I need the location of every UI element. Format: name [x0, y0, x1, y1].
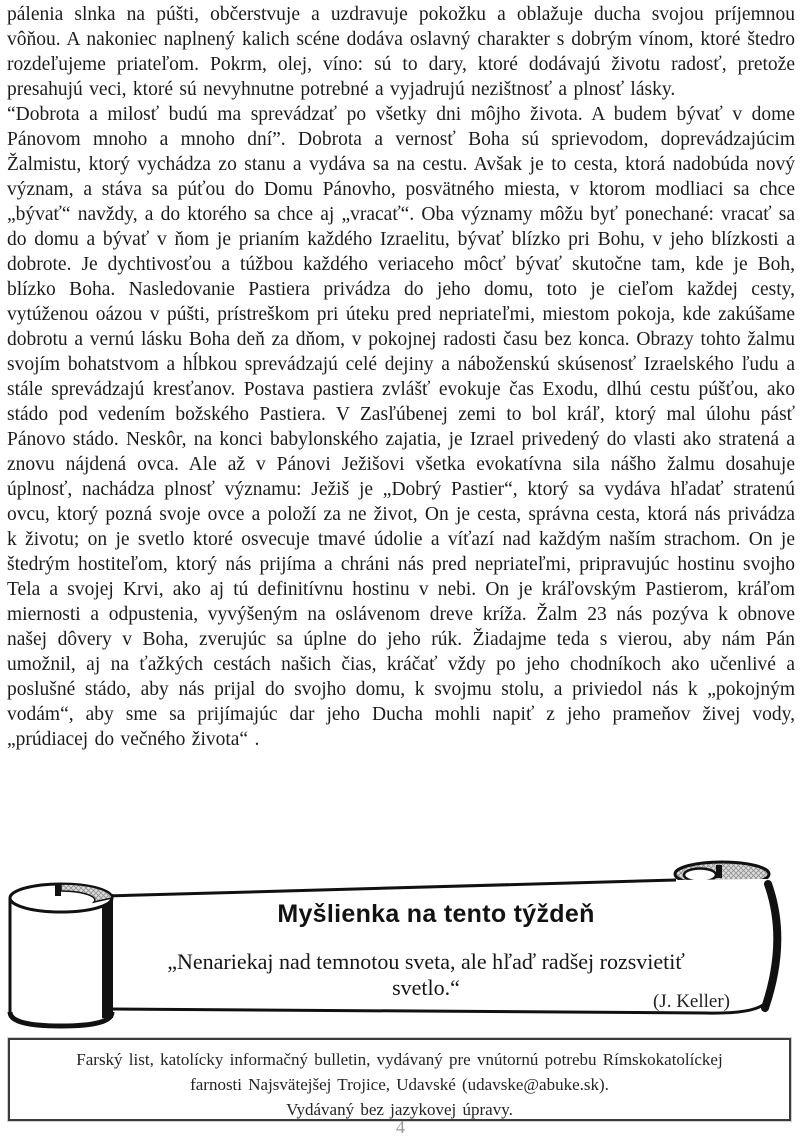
quote-attribution: (J. Keller)	[652, 991, 730, 1012]
weekly-thought-quote: „Nenariekaj nad temnotou sveta, ale hľaď radšej rozsvietiť svetlo.“	[167, 949, 685, 1000]
imprint-line-1: Farský list, katolícky informačný bulletin, vydávaný pre vnútornú potrebu Rímskokatolíckej	[76, 1050, 723, 1069]
imprint-line-2: farnosti Najsvätejšej Trojice, Udavské (udavske@abuke.sk).	[190, 1075, 609, 1094]
page-number: 4	[396, 1117, 405, 1137]
weekly-thought-title: Myšlienka na tento týždeň	[277, 900, 595, 928]
imprint-line-3: Vydávaný bez jazykovej úpravy.	[286, 1100, 513, 1119]
body-paragraph-2: “Dobrota a milosť budú ma sprevádzať po všetky dni môjho života. A budem bývať v dome Pánovom mnoho a mnoho dní”. Dobrota a vernosť Boha sú sprievodom, doprevádzajúcim Žalmistu, ktorý vychádza zo stanu a vydáva sa na cestu. Avšak je to cesta, ktorá nadobúda nový význam, a stáva sa púťou do Domu Pánovho, posvätného miesta, v ktorom modliaci sa chce „bývať“ navždy, a do ktorého sa chce aj „vracať“. Oba významy môžu byť ponechané: vracať sa do domu a bývať v ňom je prianím každého Izraelitu, bývať blízko pri Bohu, v jeho blízkosti a dobrote. Je dychtivosťou a túžbou každého veriaceho môcť bývať skutočne tam, kde je Boh, blízko Boha. Nasledovanie Pastiera privádza do jeho domu, toto je cieľom každej cesty, vytúženou oázou v púšti, prístreškom pri úteku pred nepriateľmi, miestom pokoja, kde zakúšame dobrotu a vernú lásku Boha deň za dňom, v pokojnej radosti času bez konca. Obrazy tohto žalmu svojím bohatstvom a hĺbkou sprevádzajú celé dejiny a náboženskú skúsenosť Izraelského ľudu a stále sprevádzajú kresťanov. Postava pastiera zvlášť evokuje čas Exodu, dlhú cestu púšťou, ako stádo pod vedením božského Pastiera. V Zasľúbenej zemi to bol kráľ, ktorý mal úlohu pásť Pánovo stádo. Neskôr, na konci babylonského zajatia, je Izrael privedený do vlasti ako stratená a znovu nájdená ovca. Ale až v Pánovi Ježišovi všetka evokatívna sila nášho žalmu dosahuje úplnosť, nachádza plnosť významu: Ježiš je „Dobrý Pastier“, ktorý sa vydáva hľadať stratenú ovcu, ktorý pozná svoje ovce a položí za ne život, On je cesta, správna cesta, ktorá nás privádza k životu; on je svetlo ktoré osvecuje tmavé údolie a víťazí nad každým naším strachom. On je štedrým hostiteľom, ktorý nás prijíma a chráni nás pred nepriateľmi, pripravujúc hostinu svojho Tela a svojej Krvi, ako aj tú definitívnu hostinu v nebi. On je kráľovským Pastierom, kráľom miernosti a odpustenia, vyvýšeným na oslávenom dreve kríža. Žalm 23 nás pozýva k obnove našej dôvery v Boha, zverujúc sa úplne do jeho rúk. Žiadajme teda s vierou, aby nám Pán umožnil, aj na ťažkých cestách našich čias, kráčať vždy po jeho chodníkoch ako učenlivé a poslušné stádo, aby nás prijal do svojho domu, k svojmu stolu, a priviedol nás k „pokojným vodám“, aby sme sa prijímajúc dar jeho Ducha mohli napiť z jeho prameňov živej vody, „prúdiacej do večného života“ .	[7, 104, 795, 750]
imprint-box	[8, 1038, 791, 1121]
body-paragraph-1: pálenia slnka na púšti, občerstvuje a uzdravuje pokožku a oblažuje ducha svojou príjemnou vôňou. A nakoniec naplnený kalich scéne dodáva oslavný charakter s dobrým vínom, ktoré štedro rozdeľujeme priateľom. Pokrm, olej, víno: sú to dary, ktoré dodávajú životu radosť, pretože presahujú veci, ktoré sú nevyhnutne potrebné a vyjadrujú nezištnosť a plnosť lásky.	[7, 4, 795, 100]
main-article-text	[7, 2, 795, 752]
